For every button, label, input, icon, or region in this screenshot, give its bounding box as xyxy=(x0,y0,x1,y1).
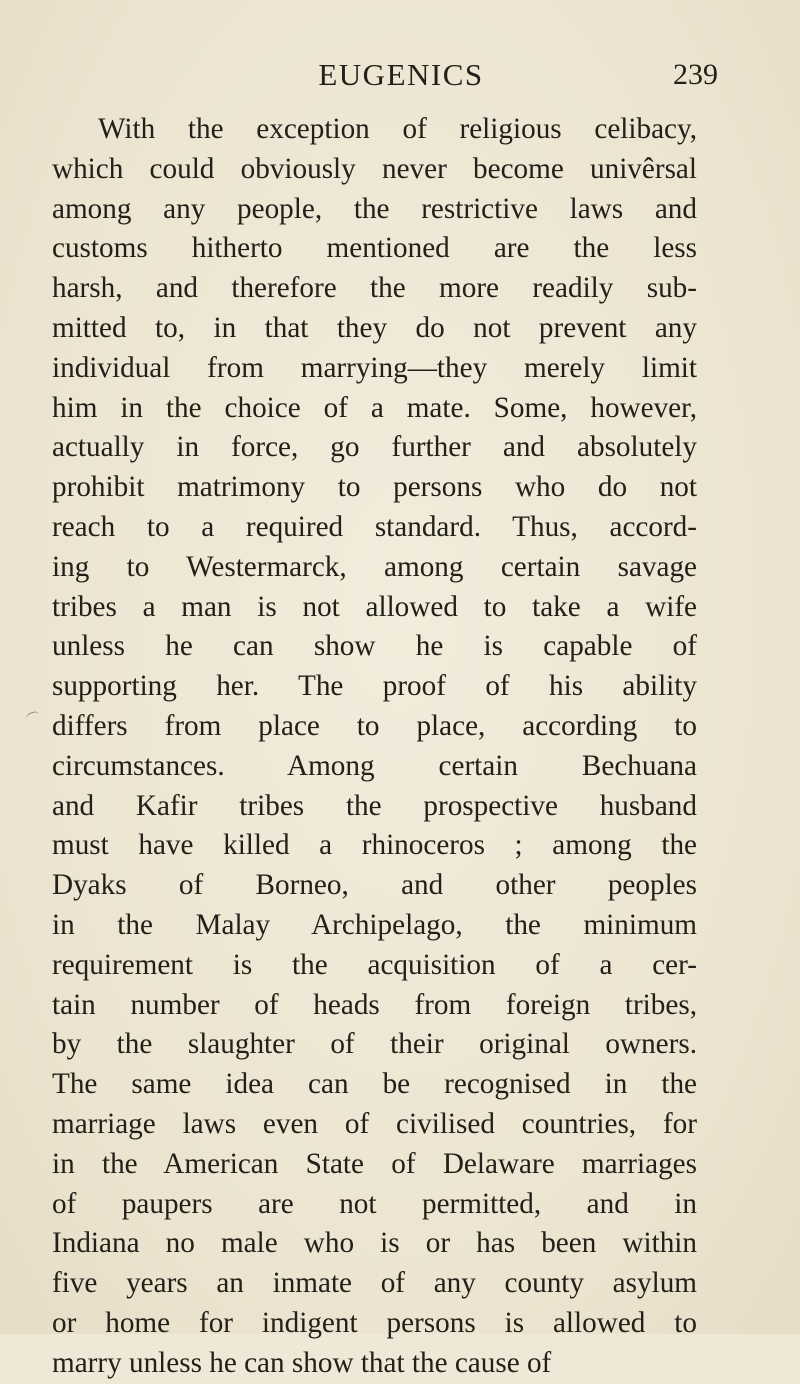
text-line: circumstances. Among certain Bechuana xyxy=(52,749,697,782)
text-line: Indiana no male who is or has been within xyxy=(52,1227,697,1260)
text-line: in the Malay Archipelago, the minimum xyxy=(52,908,697,941)
text-line: which could obviously never become univêrsal xyxy=(52,152,697,185)
text-line: The same idea can be recognised in the xyxy=(52,1068,697,1101)
running-head xyxy=(52,52,718,98)
text-line: marry unless he can show that the cause of xyxy=(52,1346,552,1379)
text-line: actually in force, go further and absolutely xyxy=(52,431,697,464)
text-line: supporting her. The proof of his ability xyxy=(52,670,697,703)
text-line: and Kafir tribes the prospective husband xyxy=(52,789,697,822)
text-line: differs from place to place, according to xyxy=(52,709,697,742)
text-line: him in the choice of a mate. Some, however, xyxy=(52,391,697,424)
text-line: marriage laws even of civilised countries, for xyxy=(52,1107,697,1140)
text-line: requirement is the acquisition of a cer- xyxy=(52,948,697,981)
text-line: prohibit matrimony to persons who do not xyxy=(52,471,697,504)
text-line: With the exception of religious celibacy, xyxy=(98,113,697,145)
text-line: harsh, and therefore the more readily sub- xyxy=(52,272,697,305)
text-line: customs hitherto mentioned are the less xyxy=(52,232,697,265)
text-line: of paupers are not permitted, and in xyxy=(52,1187,697,1220)
text-line: tribes a man is not allowed to take a wife xyxy=(52,590,697,623)
text-line: five years an inmate of any county asylum xyxy=(52,1267,697,1300)
text-line: ing to Westermarck, among certain savage xyxy=(52,550,697,583)
running-head-title: EUGENICS xyxy=(318,57,484,92)
text-line: or home for indigent persons is allowed to xyxy=(52,1306,697,1339)
margin-pencil-mark xyxy=(25,710,41,723)
page-number: 239 xyxy=(673,58,718,91)
body-text xyxy=(52,110,697,1384)
text-line: Dyaks of Borneo, and other peoples xyxy=(52,869,697,902)
text-line: by the slaughter of their original owners. xyxy=(52,1028,697,1061)
text-line: mitted to, in that they do not prevent any xyxy=(52,311,697,344)
text-line: in the American State of Delaware marriages xyxy=(52,1147,697,1180)
text-line: individual from marrying—they merely limit xyxy=(52,351,697,384)
text-line: unless he can show he is capable of xyxy=(52,630,697,663)
text-line: must have killed a rhinoceros ; among the xyxy=(52,829,697,862)
text-line: reach to a required standard. Thus, accord- xyxy=(52,510,697,543)
text-line: among any people, the restrictive laws and xyxy=(52,192,697,225)
text-line: tain number of heads from foreign tribes, xyxy=(52,988,697,1021)
